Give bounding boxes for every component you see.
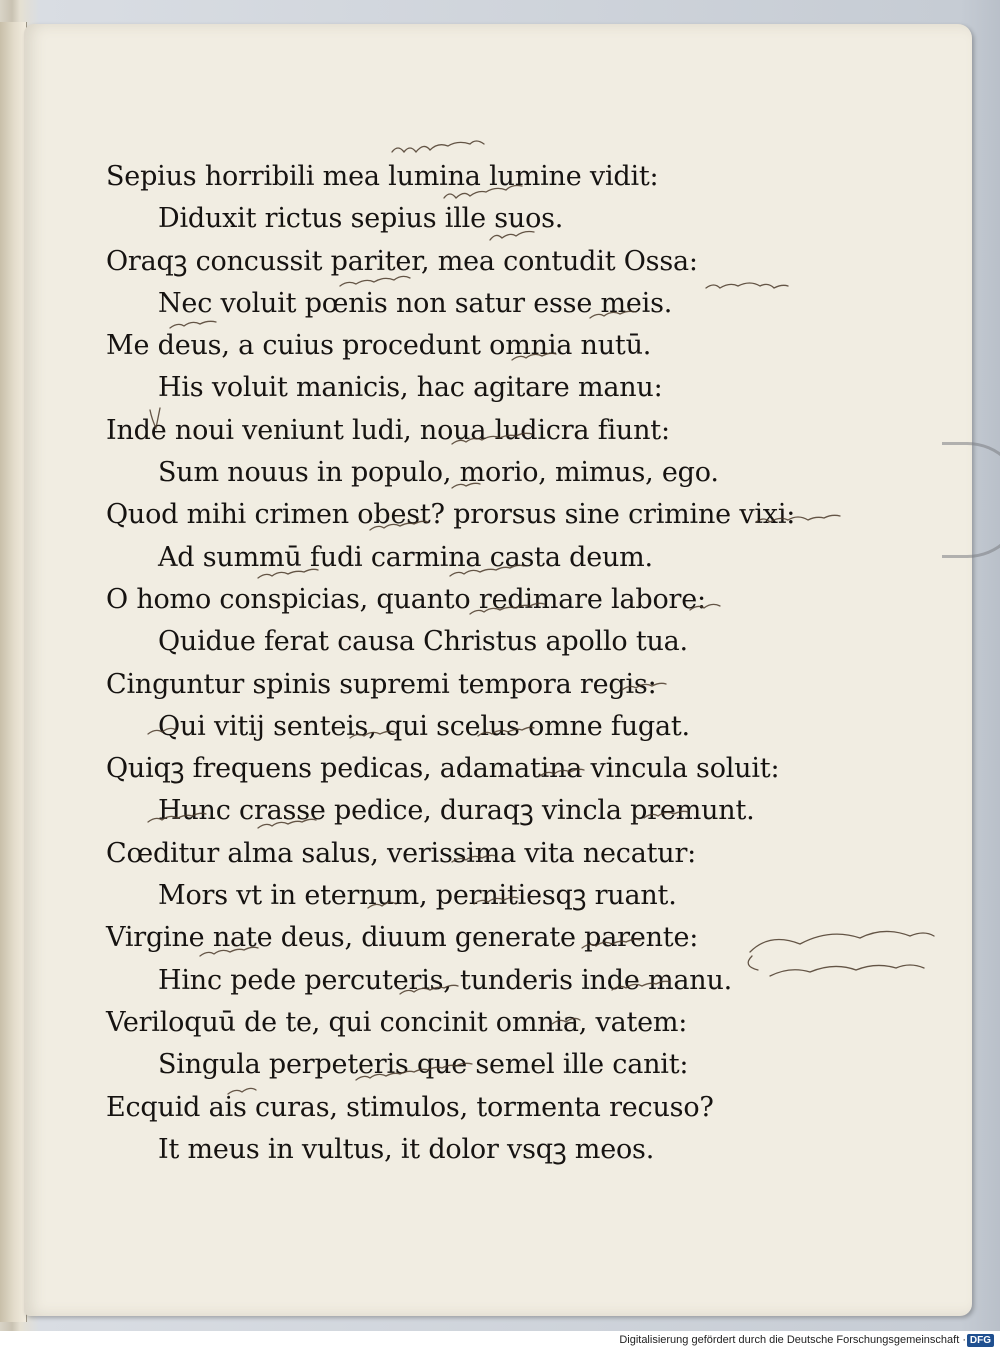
verse-line: Singula perpeteris que semel ille canit: — [158, 1049, 689, 1081]
verse-line: Oraqꝫ concussit pariter, mea contudit Ossa: — [106, 245, 698, 277]
clasp-strap — [942, 442, 1000, 558]
verse-line: Quidue ferat causa Christus apollo tua. — [158, 626, 688, 658]
dfg-logo: DFG — [967, 1334, 994, 1347]
verse-line: Ad summū fudi carmina casta deum. — [158, 541, 653, 573]
verse-line: Sepius horribili mea lumina lumine vidit: — [106, 161, 659, 192]
verse-line: Hinc pede percuteris, tunderis inde manu. — [158, 964, 733, 996]
verse-line: Qui vitij senteis, qui scelus omne fugat. — [158, 710, 690, 742]
verse-line: O homo conspicias, quanto redimare labore: — [106, 583, 706, 615]
facing-page-edge — [0, 22, 27, 1322]
verse-line: Hunc crasse pedice, duraqꝫ vincla premunt. — [158, 795, 755, 827]
verse-line: Mors vt in eternum, pernitiesqꝫ ruant. — [158, 880, 677, 912]
verse-line: His voluit manicis, hac agitare manu: — [158, 372, 663, 404]
verse-line: Cœditur alma salus, verissima vita necatur: — [106, 837, 697, 869]
verse-line: Nec voluit pœnis non satur esse meis. — [158, 287, 673, 319]
verse-line: Me deus, a cuius procedunt omnia nutū. — [106, 330, 652, 362]
verse-line: It meus in vultus, it dolor vsqꝫ meos. — [158, 1133, 655, 1165]
verse-line: Quod mihi crimen obest? prorsus sine crimine vixi: — [106, 499, 796, 531]
verse-line: Inde noui veniunt ludi, noua ludicra fiunt: — [106, 414, 670, 446]
verse-line: Veriloquū de te, qui concinit omnia, vatem: — [106, 1006, 688, 1038]
verse-text — [106, 156, 796, 1171]
verse-line: Virgine nate deus, diuum generate parente: — [106, 922, 699, 954]
verse-line: Sum nouus in populo, morio, mimus, ego. — [158, 457, 719, 489]
verse-line: Quiqꝫ frequens pedicas, adamatina vincula soluit: — [106, 753, 780, 785]
funding-credit: Digitalisierung gefördert durch die Deutsche Forschungsgemeinschaft · — [619, 1334, 966, 1346]
verse-line: Cinguntur spinis supremi tempora regis: — [106, 668, 657, 700]
verse-line: Diduxit rictus sepius ille suos. — [158, 203, 564, 235]
verse-line: Ecquid ais curas, stimulos, tormenta recuso? — [106, 1091, 714, 1123]
